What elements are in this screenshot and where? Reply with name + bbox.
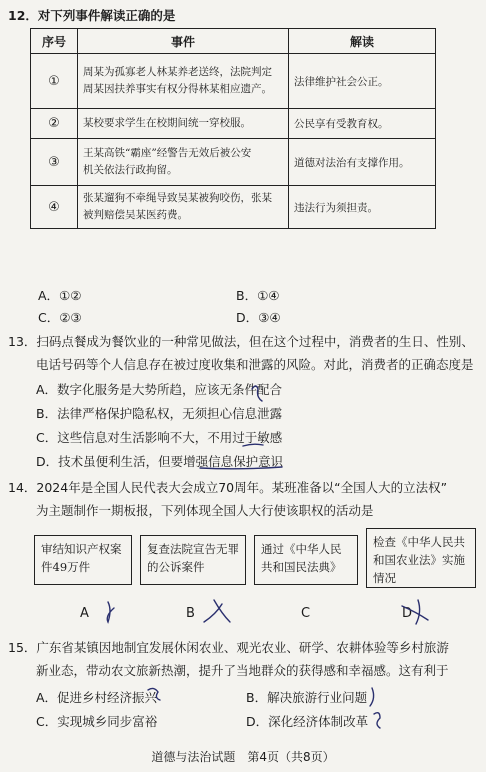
page-footer: 道德与法治试题 第4页（共8页） (151, 750, 335, 764)
q14-label-a: A (80, 606, 89, 621)
q14-label-b: B (186, 606, 195, 621)
row-reading: 违法行为须担责。 (289, 186, 436, 229)
question-15-stem-line: 15．广东省某镇因地制宜发展休闲农业、观光农业、研学、农耕体验等乡村旅游 (8, 640, 449, 655)
row-reading: 公民享有受教育权。 (289, 109, 436, 139)
q14-option-box-a[interactable]: 审结知识产权案件49万件 (34, 535, 132, 585)
q14-option-box-d[interactable]: 检查《中华人民共和国农业法》实施情况 (366, 528, 476, 588)
q14-label-d: D (402, 606, 413, 621)
header-event: 事件 (78, 29, 289, 54)
row-reading: 法律维护社会公正。 (289, 54, 436, 109)
question-12-stem: 12．对下列事件解读正确的是 (8, 8, 176, 23)
q15-option-b[interactable]: B．解决旅游行业问题 (246, 690, 368, 705)
pen-mark (107, 602, 114, 622)
pen-mark (148, 688, 160, 700)
row-number: ④ (31, 186, 78, 229)
row-number: ① (31, 54, 78, 109)
event-line: 张某遛狗不牵绳导致吴某被狗咬伤，张某 (83, 192, 272, 204)
event-line: 周某因扶养事实有权分得林某相应遗产。 (83, 83, 272, 95)
row-number: ② (31, 109, 78, 139)
header-reading: 解读 (289, 29, 436, 54)
pen-mark (370, 688, 374, 706)
pen-mark (243, 444, 263, 446)
question-13-stem-line: 13．扫码点餐成为餐饮业的一种常见做法，但在这个过程中，消费者的生日、性别、 (8, 334, 474, 349)
question-13-stem-line: 电话号码等个人信息存在被过度收集和泄露的风险。对此，消费者的正确态度是 (36, 357, 474, 372)
q12-option-a[interactable]: A．①② (38, 288, 82, 303)
row-reading: 道德对法治有支撑作用。 (289, 139, 436, 186)
question-15-stem-line: 新业态，带动农文旅新热潮，提升了当地群众的获得感和幸福感。这有利于 (36, 663, 449, 678)
pen-mark (252, 386, 262, 401)
q14-label-c: C (301, 606, 311, 621)
question-14-stem-line: 为主题制作一期板报，下列体现全国人大行使该职权的活动是 (36, 503, 374, 518)
q14-option-box-c[interactable]: 通过《中华人民共和国民法典》 (254, 535, 358, 585)
q14-option-box-b[interactable]: 复查法院宣告无罪的公诉案件 (140, 535, 246, 585)
q13-option-a[interactable]: A．数字化服务是大势所趋，应该无条件配合 (36, 382, 283, 397)
q15-option-a[interactable]: A．促进乡村经济振兴 (36, 690, 158, 705)
event-line: 某校要求学生在校期间统一穿校服。 (83, 117, 251, 129)
pen-mark (374, 713, 380, 728)
pen-mark (402, 600, 428, 624)
event-line: 机关依法行政拘留。 (83, 164, 178, 176)
q13-option-d[interactable]: D．技术虽便利生活，但要增强信息保护意识 (36, 454, 284, 469)
pen-mark (204, 600, 230, 622)
q12-option-b[interactable]: B．①④ (236, 288, 280, 303)
row-number: ③ (31, 139, 78, 186)
q12-option-d[interactable]: D．③④ (236, 310, 281, 325)
q12-option-c[interactable]: C．②③ (38, 310, 82, 325)
pen-mark (200, 467, 282, 469)
header-number: 序号 (31, 29, 78, 54)
q15-option-d[interactable]: D．深化经济体制改革 (246, 714, 369, 729)
q13-option-b[interactable]: B．法律严格保护隐私权，无须担心信息泄露 (36, 406, 283, 421)
event-line: 王某高铁“霸座”经警告无效后被公安 (83, 147, 252, 159)
q15-option-c[interactable]: C．实现城乡同步富裕 (36, 714, 158, 729)
event-line: 被判赔偿吴某医药费。 (83, 209, 188, 221)
q13-option-c[interactable]: C．这些信息对生活影响不大，不用过于敏感 (36, 430, 283, 445)
event-line: 周某为孤寡老人林某养老送终，法院判定 (83, 66, 272, 78)
question-14-stem-line: 14．2024年是全国人民代表大会成立70周年。某班准备以“全国人大的立法权” (8, 480, 448, 495)
